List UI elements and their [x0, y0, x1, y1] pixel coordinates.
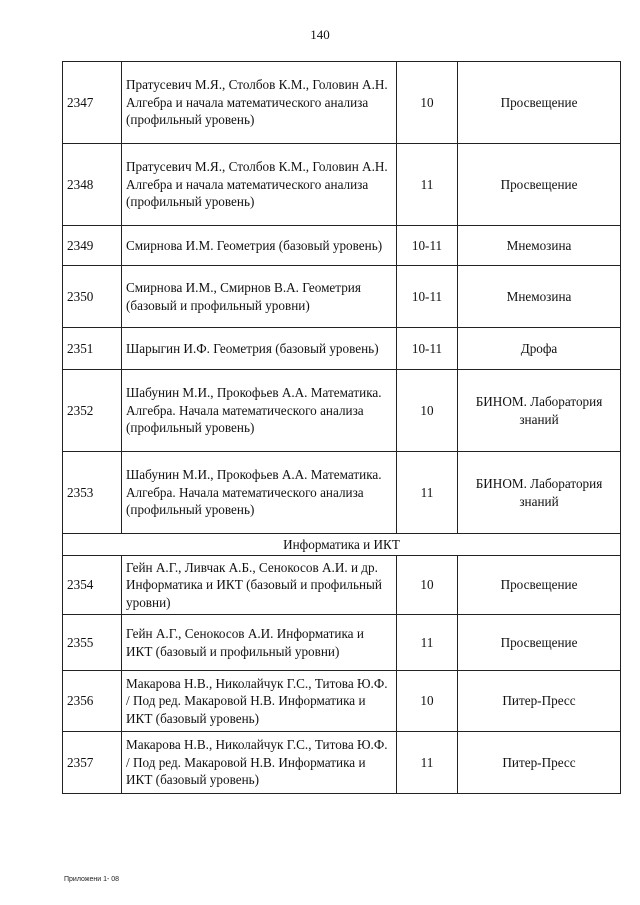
row-number: 2354	[63, 556, 122, 615]
table-row	[63, 671, 621, 732]
publisher: Дрофа	[458, 328, 621, 370]
publisher: Мнемозина	[458, 226, 621, 266]
grade: 10	[397, 556, 458, 615]
section-row	[63, 534, 621, 556]
grade: 11	[397, 732, 458, 794]
row-number: 2350	[63, 266, 122, 328]
book-title: Пратусевич М.Я., Столбов К.М., Головин А.Н. Алгебра и начала математического анализа (профильный уровень)	[122, 62, 397, 144]
publisher: Питер-Пресс	[458, 732, 621, 794]
footer-note: Приложени 1- 08	[64, 876, 120, 883]
grade: 10	[397, 370, 458, 452]
row-number: 2357	[63, 732, 122, 794]
book-title: Шабунин М.И., Прокофьев А.А. Математика. Алгебра. Начала математического анализа (профильный уровень)	[122, 370, 397, 452]
book-title: Смирнова И.М. Геометрия (базовый уровень)	[122, 226, 397, 266]
row-number: 2355	[63, 615, 122, 671]
table-row	[63, 62, 621, 144]
row-number: 2349	[63, 226, 122, 266]
table-row	[63, 732, 621, 794]
row-number: 2348	[63, 144, 122, 226]
table-row	[63, 328, 621, 370]
table-row	[63, 556, 621, 615]
table-row	[63, 266, 621, 328]
grade: 10-11	[397, 226, 458, 266]
publisher: Просвещение	[458, 144, 621, 226]
book-title: Гейн А.Г., Ливчак А.Б., Сенокосов А.И. и др. Информатика и ИКТ (базовый и профильный уровни)	[122, 556, 397, 615]
section-heading: Информатика и ИКТ	[63, 534, 621, 556]
table-row	[63, 144, 621, 226]
book-title: Макарова Н.В., Николайчук Г.С., Титова Ю.Ф. / Под ред. Макаровой Н.В. Информатика и ИКТ (базовый уровень)	[122, 671, 397, 732]
publisher: БИНОМ. Лаборатория знаний	[458, 452, 621, 534]
grade: 11	[397, 144, 458, 226]
grade: 10	[397, 671, 458, 732]
publisher: Просвещение	[458, 615, 621, 671]
grade: 10-11	[397, 328, 458, 370]
book-title: Гейн А.Г., Сенокосов А.И. Информатика и ИКТ (базовый и профильный уровни)	[122, 615, 397, 671]
book-title: Шарыгин И.Ф. Геометрия (базовый уровень)	[122, 328, 397, 370]
table-row	[63, 370, 621, 452]
publisher: Мнемозина	[458, 266, 621, 328]
textbook-table	[62, 61, 621, 794]
row-number: 2352	[63, 370, 122, 452]
book-title: Макарова Н.В., Николайчук Г.С., Титова Ю.Ф. / Под ред. Макаровой Н.В. Информатика и ИКТ (базовый уровень)	[122, 732, 397, 794]
grade: 11	[397, 452, 458, 534]
table-row	[63, 452, 621, 534]
row-number: 2351	[63, 328, 122, 370]
row-number: 2347	[63, 62, 122, 144]
table-row	[63, 226, 621, 266]
book-title: Шабунин М.И., Прокофьев А.А. Математика. Алгебра. Начала математического анализа (профильный уровень)	[122, 452, 397, 534]
grade: 11	[397, 615, 458, 671]
publisher: Питер-Пресс	[458, 671, 621, 732]
grade: 10	[397, 62, 458, 144]
page-number: 140	[310, 27, 330, 42]
book-title: Смирнова И.М., Смирнов В.А. Геометрия (базовый и профильный уровни)	[122, 266, 397, 328]
publisher: БИНОМ. Лаборатория знаний	[458, 370, 621, 452]
publisher: Просвещение	[458, 556, 621, 615]
publisher: Просвещение	[458, 62, 621, 144]
grade: 10-11	[397, 266, 458, 328]
row-number: 2353	[63, 452, 122, 534]
table-row	[63, 615, 621, 671]
row-number: 2356	[63, 671, 122, 732]
book-title: Пратусевич М.Я., Столбов К.М., Головин А.Н. Алгебра и начала математического анализа (профильный уровень)	[122, 144, 397, 226]
